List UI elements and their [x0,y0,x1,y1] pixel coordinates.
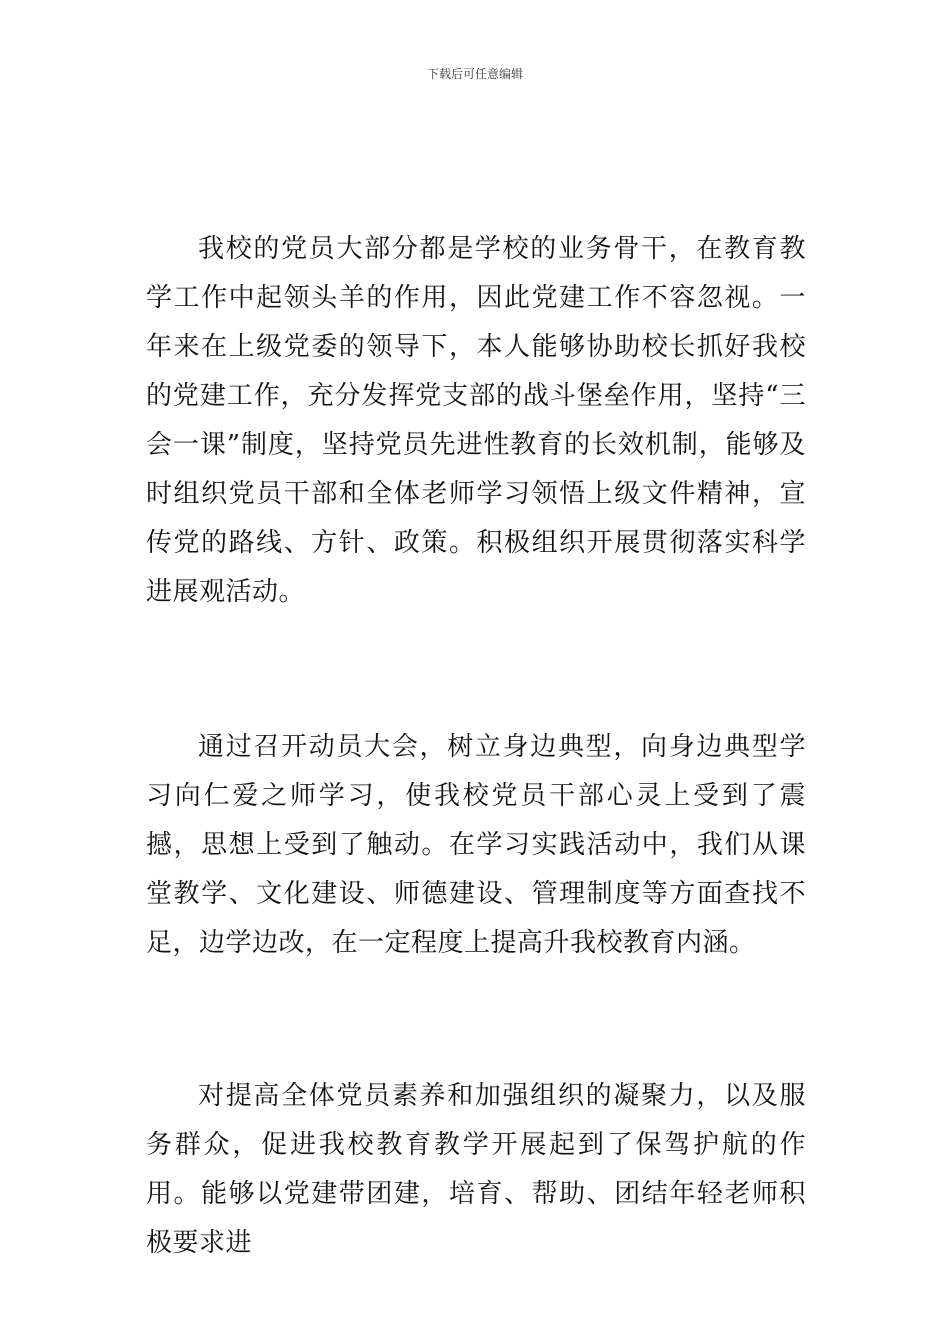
paragraph-cohesion: 对提高全体党员素养和加强组织的凝聚力，以及服务群众，促进我校教育教学开展起到了保驾护航的作用。能够以党建带团建，培育、帮助、团结年轻老师积极要求进 [146,1081,806,1258]
header-note: 下载后可任意编辑 [426,67,523,81]
paragraph-party-building: 我校的党员大部分都是学校的业务骨干，在教育教学工作中起领头羊的作用，因此党建工作不容忽视。一年来在上级党委的领导下，本人能够协助校长抓好我校的党建工作，充分发挥党支部的战斗堡垒作用，坚持“三会一课”制度，坚持党员先进性教育的长效机制，能够及时组织党员干部和全体老师学习领悟上级文件精神，宣传党的路线、方针、政策。积极组织开展贯彻落实科学进展观活动。 [146,234,806,607]
paragraph-study-practice: 通过召开动员大会，树立身边典型，向身边典型学习向仁爱之师学习，使我校党员干部心灵上受到了震撼，思想上受到了触动。在学习实践活动中，我们从课堂教学、文化建设、师德建设、管理制度等方面查找不足，边学边改，在一定程度上提高升我校教育内涵。 [146,732,806,958]
